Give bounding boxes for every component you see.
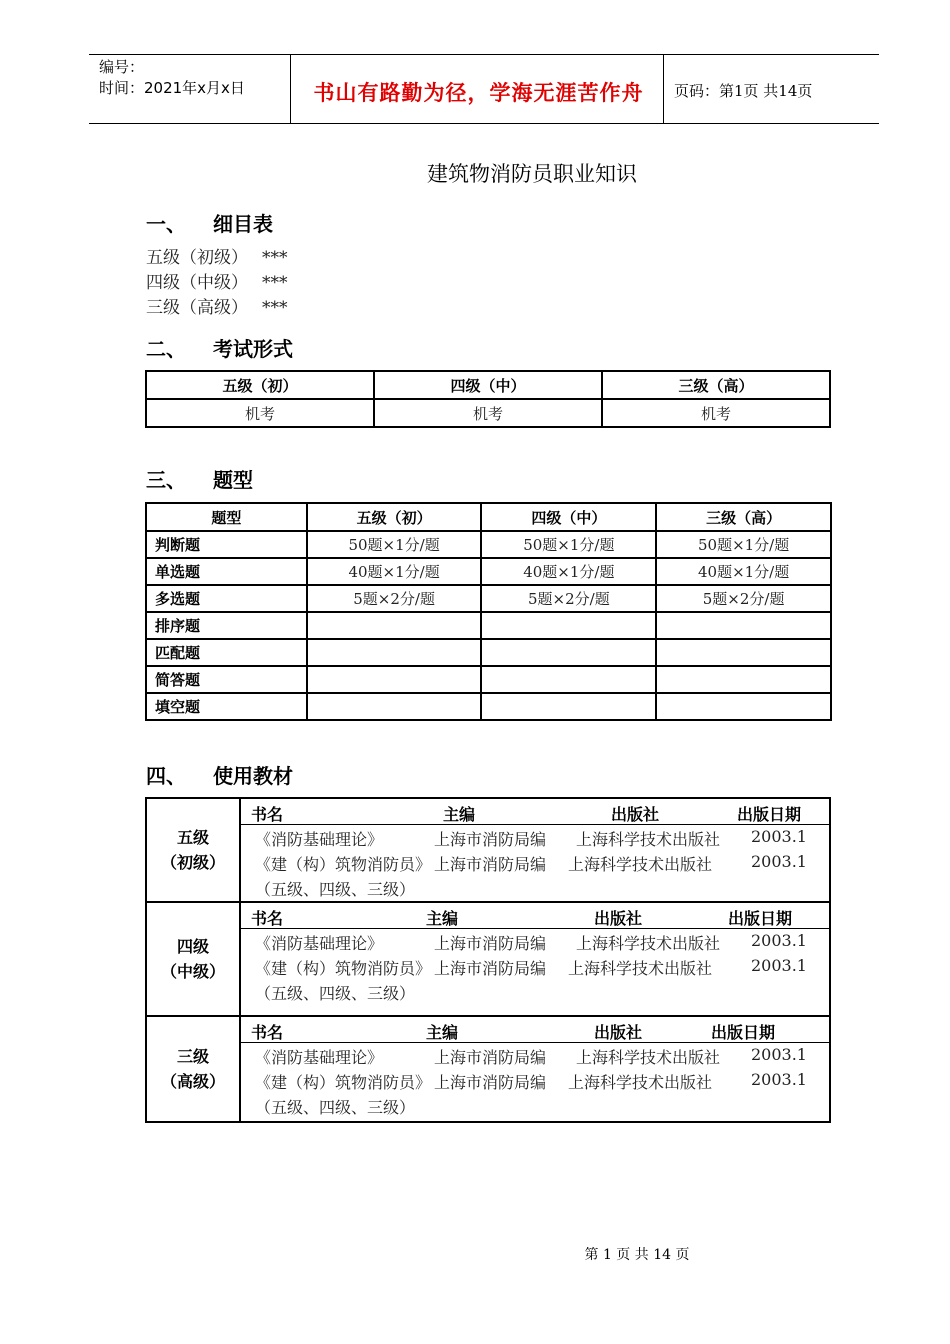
table-cell: 50题×1分/题 (481, 531, 656, 558)
col-publisher: 出版社 (594, 1023, 643, 1042)
section-title: 考试形式 (213, 337, 293, 361)
level-sub: （高级） (160, 1072, 225, 1091)
textbook-group (146, 902, 830, 1016)
col-name: 书名 (251, 909, 284, 928)
table-cell (481, 693, 656, 720)
table-cell: 机考 (602, 399, 830, 427)
table-row (146, 612, 831, 639)
table-cell: 5题×2分/题 (481, 585, 656, 612)
table-cell: 40题×1分/题 (656, 558, 831, 585)
level-cell (146, 1016, 240, 1122)
textbooks-table (145, 797, 831, 1123)
page-footer: 第 1 页 共 14 页 (584, 1247, 690, 1263)
page-header (89, 54, 879, 124)
textbook-header (241, 1017, 829, 1043)
table-header-row (146, 503, 831, 531)
textbook-note: （五级、四级、三级） (255, 880, 416, 899)
textbook-note: （五级、四级、三级） (255, 984, 416, 1003)
table-cell (656, 666, 831, 693)
table-cell (656, 693, 831, 720)
level-sub: （中级） (160, 962, 225, 981)
level-list (146, 246, 288, 321)
question-types-table (145, 502, 832, 721)
col-publisher: 出版社 (611, 805, 660, 824)
table-header-row (146, 371, 830, 399)
textbook-row: 《消防基础理论》 上海市消防局编 上海科学技术出版社 2003.1 (255, 931, 807, 953)
level-item: 五级（初级） *** (146, 248, 288, 268)
textbook-header (241, 799, 829, 825)
section-heading-1 (146, 208, 273, 237)
table-cell: 50题×1分/题 (307, 531, 482, 558)
table-row (146, 585, 831, 612)
textbook-row: 《消防基础理论》 上海市消防局编 上海科学技术出版社 2003.1 (255, 1045, 807, 1067)
header-motto: 书山有路勤为径，学海无涯苦作舟 (313, 80, 644, 105)
col-editor: 主编 (443, 805, 476, 824)
textbook-header (241, 903, 829, 929)
level-name: 三级 (176, 1047, 209, 1066)
section-heading-3 (146, 464, 253, 493)
section-title: 使用教材 (213, 764, 293, 788)
header-page-info: 页码：第1页 共14页 (674, 82, 813, 100)
table-cell (481, 639, 656, 666)
section-number: 二、 (146, 337, 186, 361)
col-editor: 主编 (426, 909, 459, 928)
level-cell (146, 902, 240, 1016)
table-cell (481, 612, 656, 639)
table-cell: 50题×1分/题 (656, 531, 831, 558)
textbook-note: （五级、四级、三级） (255, 1098, 416, 1117)
table-header-cell: 题型 (146, 503, 307, 531)
table-cell: 机考 (374, 399, 602, 427)
col-date: 出版日期 (728, 909, 793, 928)
table-cell (307, 639, 482, 666)
document-title: 建筑物消防员职业知识 (427, 162, 637, 186)
table-cell: 5题×2分/题 (307, 585, 482, 612)
table-cell: 5题×2分/题 (656, 585, 831, 612)
row-label: 填空题 (146, 693, 307, 720)
section-number: 三、 (146, 468, 186, 492)
level-sub: （初级） (160, 853, 225, 872)
table-cell (481, 666, 656, 693)
serial-label: 编号： (99, 58, 145, 76)
table-row (146, 693, 831, 720)
table-header-cell: 五级（初） (307, 503, 482, 531)
table-header-cell: 四级（中） (481, 503, 656, 531)
table-row (146, 558, 831, 585)
table-cell (307, 693, 482, 720)
table-row (146, 639, 831, 666)
level-item: 四级（中级） *** (146, 273, 288, 293)
table-cell (656, 612, 831, 639)
table-row (146, 531, 831, 558)
row-label: 多选题 (146, 585, 307, 612)
section-title: 题型 (213, 468, 253, 492)
row-label: 判断题 (146, 531, 307, 558)
header-meta (99, 57, 245, 99)
col-name: 书名 (251, 805, 284, 824)
level-cell (146, 798, 240, 902)
section-title: 细目表 (213, 212, 273, 236)
table-header-cell: 三级（高） (656, 503, 831, 531)
col-name: 书名 (251, 1023, 284, 1042)
table-cell: 机考 (146, 399, 374, 427)
textbook-group (146, 798, 830, 902)
textbook-row: 《建（构）筑物消防员》 上海市消防局编 上海科学技术出版社 2003.1 (255, 956, 807, 978)
exam-format-table (145, 370, 831, 428)
level-item: 三级（高级） *** (146, 298, 288, 318)
textbook-list (240, 1016, 830, 1122)
row-label: 排序题 (146, 612, 307, 639)
table-header-cell: 三级（高） (602, 371, 830, 399)
table-row (146, 666, 831, 693)
table-row (146, 399, 830, 427)
textbook-list (240, 798, 830, 902)
section-heading-4 (146, 760, 293, 789)
level-name: 四级 (176, 937, 209, 956)
col-publisher: 出版社 (594, 909, 643, 928)
table-header-cell: 四级（中） (374, 371, 602, 399)
textbook-row: 《消防基础理论》 上海市消防局编 上海科学技术出版社 2003.1 (255, 827, 807, 849)
table-cell: 40题×1分/题 (481, 558, 656, 585)
row-label: 匹配题 (146, 639, 307, 666)
table-cell (307, 666, 482, 693)
textbook-row: 《建（构）筑物消防员》 上海市消防局编 上海科学技术出版社 2003.1 (255, 852, 807, 874)
section-heading-2 (146, 333, 293, 362)
textbook-group (146, 1016, 830, 1122)
textbook-row: 《建（构）筑物消防员》 上海市消防局编 上海科学技术出版社 2003.1 (255, 1070, 807, 1092)
table-header-cell: 五级（初） (146, 371, 374, 399)
row-label: 单选题 (146, 558, 307, 585)
level-name: 五级 (176, 828, 209, 847)
section-number: 四、 (146, 764, 186, 788)
textbook-list (240, 902, 830, 1016)
section-number: 一、 (146, 212, 186, 236)
time-label: 时间：2021年x月x日 (99, 79, 245, 97)
col-date: 出版日期 (737, 805, 802, 824)
col-editor: 主编 (426, 1023, 459, 1042)
table-cell: 40题×1分/题 (307, 558, 482, 585)
table-cell (307, 612, 482, 639)
header-divider (290, 55, 291, 123)
row-label: 简答题 (146, 666, 307, 693)
col-date: 出版日期 (711, 1023, 776, 1042)
table-cell (656, 639, 831, 666)
